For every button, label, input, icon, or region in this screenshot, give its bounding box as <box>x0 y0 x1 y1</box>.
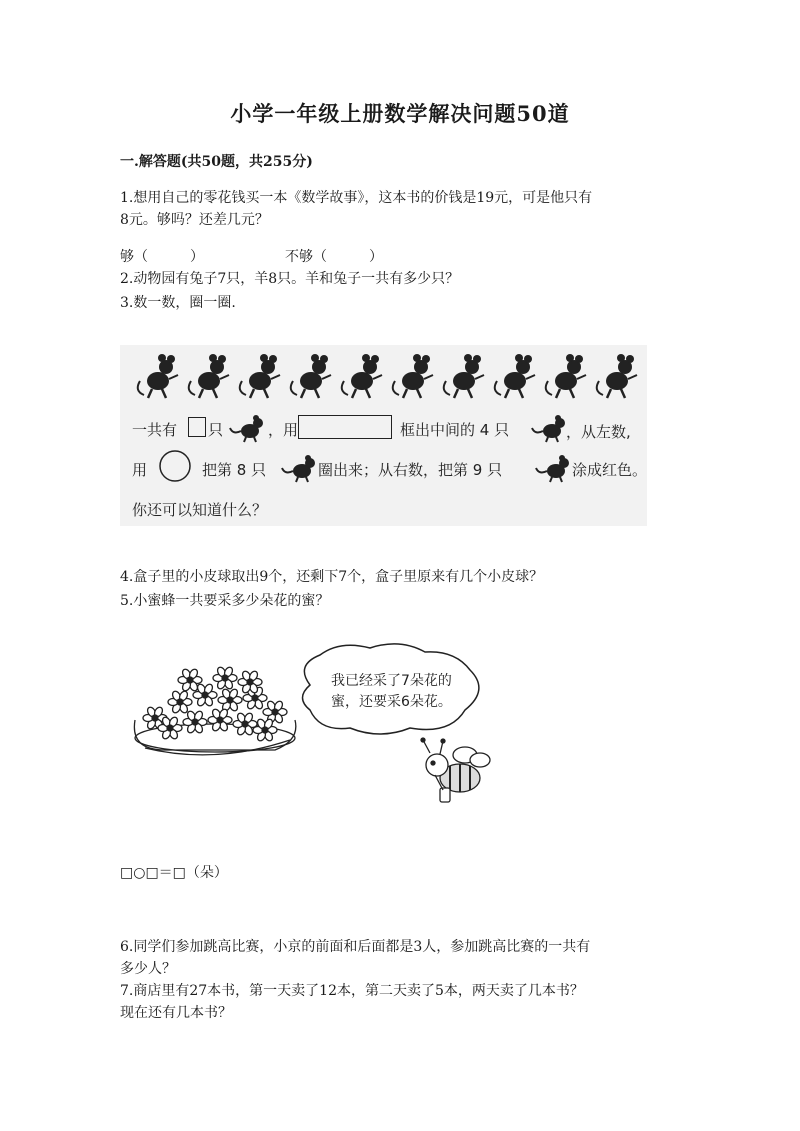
mice-line1-text-e: ，从左数, <box>566 423 631 441</box>
bee-illustration <box>421 738 490 802</box>
mouse-icon <box>444 354 484 398</box>
mouse-icon <box>291 354 331 398</box>
mouse-icon <box>280 453 320 483</box>
mouse-row-drawing <box>134 351 644 401</box>
answer-not-enough: 不够（ ） <box>285 249 383 265</box>
bubble-text-line1: 我已经采了7朵花的 <box>331 673 452 689</box>
question-5: 5.小蜜蜂一共要采多少朵花的蜜？ <box>120 593 330 609</box>
question-2: 2.动物园有兔子7只，羊8只。羊和兔子一共有多少只？ <box>120 271 460 287</box>
frame-box <box>298 415 392 439</box>
mice-line3-text: 你还可以知道什么？ <box>132 501 268 519</box>
mouse-icon <box>189 354 229 398</box>
mice-line2-text-c: 圈出来；从右数，把第 9 只 <box>318 461 503 479</box>
flower-icon <box>218 688 242 712</box>
question-7-line-2: 现在还有几本书？ <box>120 1005 232 1021</box>
flower-icon <box>208 708 232 732</box>
mice-line2-text-b: 把第 8 只 <box>202 461 267 479</box>
mice-line1-text-d: 框出中间的 4 只 <box>400 421 510 439</box>
question-1-line-1: 1.想用自己的零花钱买一本《数学故事》，这本书的价钱是19元，可是他只有 <box>120 190 593 206</box>
mouse-icon <box>240 354 280 398</box>
mice-line1-text-c: ，用 <box>268 421 299 439</box>
question-3: 3.数一数，圈一圈. <box>120 295 236 311</box>
flower-icon <box>233 712 257 736</box>
mouse-icon <box>546 354 586 398</box>
question-1-line-2: 8元。够吗？还差几元？ <box>120 212 269 228</box>
flower-icon <box>213 666 237 690</box>
bee-flowers-figure <box>125 640 510 820</box>
flower-icon <box>168 690 192 714</box>
mouse-icon <box>534 453 574 483</box>
mouse-icon <box>228 413 268 443</box>
blank-box <box>188 417 206 437</box>
mice-line1-text-a: 一共有 <box>132 421 178 439</box>
mouse-icon <box>495 354 535 398</box>
circle-shape-icon <box>158 449 192 483</box>
mice-line2-text-d: 涂成红色。 <box>572 461 648 479</box>
mouse-icon <box>138 354 178 398</box>
mice-counting-figure <box>120 345 647 526</box>
question-5-formula: □○□＝□（朵） <box>120 865 228 881</box>
mouse-icon <box>393 354 433 398</box>
bubble-text-line2: 蜜，还要采6朵花。 <box>331 694 452 710</box>
question-6-line-1: 6.同学们参加跳高比赛，小京的前面和后面都是3人，参加跳高比赛的一共有 <box>120 939 591 955</box>
mice-line1-text-b: 只 <box>208 421 224 439</box>
mouse-icon <box>597 354 637 398</box>
flower-icon <box>183 710 207 734</box>
flower-basket-illustration <box>134 666 295 755</box>
answer-enough: 够（ ） <box>120 249 204 265</box>
page-title: 小学一年级上册数学解决问题50道 <box>230 101 570 126</box>
mouse-icon <box>342 354 382 398</box>
question-7-line-1: 7.商店里有27本书，第一天卖了12本，第二天卖了5本，两天卖了几本书？ <box>120 983 584 999</box>
question-6-line-2: 多少人？ <box>120 961 176 977</box>
section-heading: 一.解答题(共50题，共255分) <box>120 154 313 170</box>
mouse-icon <box>530 413 570 443</box>
question-4: 4.盒子里的小皮球取出9个，还剩下7个，盒子里原来有几个小皮球？ <box>120 569 544 585</box>
mouse-row <box>134 351 644 401</box>
mice-line2-text-a: 用 <box>132 461 148 479</box>
